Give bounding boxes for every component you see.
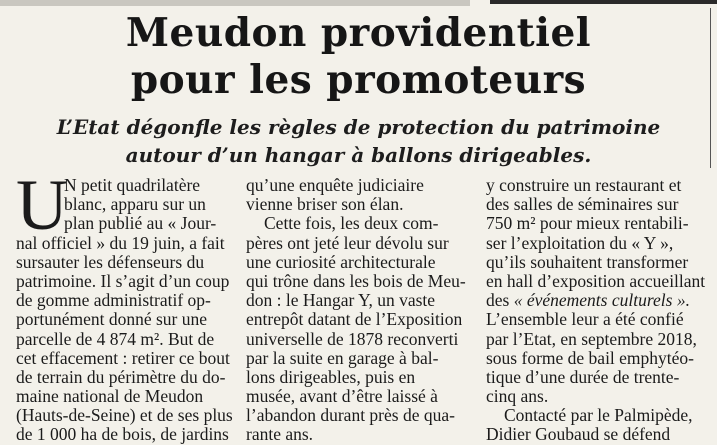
- article-column-2: [246, 176, 468, 445]
- text-line: par la suite en garage à bal-: [246, 347, 439, 368]
- text-line: rante ans.: [246, 424, 314, 445]
- text-line: de terrain du périmètre du do-: [16, 366, 226, 387]
- text-line: une curiosité architecturale: [246, 251, 436, 272]
- text-line: de gomme administratif op-: [16, 290, 211, 311]
- text-line: lons dirigeables, puis en: [246, 366, 416, 387]
- text-line: blanc, apparu sur un: [64, 194, 206, 215]
- text-line: vienne briser son élan.: [246, 194, 404, 215]
- text-line: qui trône dans les bois de Meu-: [246, 270, 466, 291]
- text-line: par l’Etat, en septembre 2018,: [486, 328, 697, 349]
- text-line: de 1 000 ha de bois, de jardins: [16, 424, 229, 445]
- text-line: Didier Goubaud se défend: [486, 424, 671, 445]
- article-column-3: [486, 176, 708, 445]
- headline-line-2: pour les promoteurs: [130, 57, 587, 103]
- text-line: 750 m² pour mieux rentabili-: [486, 213, 689, 234]
- text-line-mixed: [486, 291, 708, 310]
- text-line: universelle de 1878 reconverti: [246, 328, 459, 349]
- text-line: don : le Hangar Y, un vaste: [246, 290, 436, 311]
- text-line: maine national de Meudon: [16, 386, 204, 407]
- text-line: entrepôt datant de l’Exposition: [246, 309, 463, 330]
- text-line: portunément donné sur une: [16, 309, 207, 330]
- top-rule-left: [0, 0, 470, 6]
- text-line: Cette fois, les deux com-: [264, 213, 439, 234]
- subheadline-line-1: L’Etat dégonfle les règles de protection du patrimoine: [56, 115, 661, 139]
- text-line: sous forme de bail emphytéo-: [486, 347, 695, 368]
- text-line: patrimoine. Il s’agit d’un coup: [16, 270, 230, 291]
- text-line: cinq ans.: [486, 386, 549, 407]
- text-line: plan publié au « Jour-: [64, 213, 217, 234]
- headline-line-1: Meudon providentiel: [125, 10, 592, 56]
- text-line: ser l’exploitation du « Y »,: [486, 232, 674, 253]
- text-line: cet effacement : retirer ce bout: [16, 347, 230, 368]
- text-line: pères ont jeté leur dévolu sur: [246, 232, 449, 253]
- text-line: qu’ils souhaitent transformer: [486, 251, 689, 272]
- subheadline: [0, 113, 717, 169]
- text-line: (Hauts-de-Seine) et de ses plus: [16, 405, 233, 426]
- text-line: sursauter les défenseurs du: [16, 251, 205, 272]
- text-line: nal officiel » du 19 juin, a fait: [16, 232, 225, 253]
- text-line: y construire un restaurant et: [486, 175, 682, 195]
- drop-cap: U: [16, 165, 68, 245]
- text-line: en hall d’exposition accueillant: [486, 270, 706, 291]
- top-rule-right: [490, 0, 717, 4]
- headline: [0, 10, 717, 104]
- subheadline-line-2: autour d’un hangar à ballons dirigeables.: [125, 143, 592, 167]
- text-line: tique d’une durée de trente-: [486, 366, 680, 387]
- text-line: qu’une enquête judiciaire: [246, 175, 424, 195]
- article-column-1: [16, 165, 233, 445]
- text-line: l’abandon durant près de qua-: [246, 405, 455, 426]
- text-line: des salles de séminaires sur: [486, 194, 679, 215]
- text-line: Contacté par le Palmipède,: [504, 405, 693, 426]
- text-line: musée, avant d’être laissé à: [246, 386, 438, 407]
- text-line: parcelle de 4 874 m². But de: [16, 328, 215, 349]
- text-fragment: des: [486, 290, 514, 311]
- text-line: L’ensemble leur a été confié: [486, 309, 684, 330]
- text-line: N petit quadrilatère: [64, 175, 201, 195]
- italic-quote: « événements culturels ».: [513, 290, 690, 311]
